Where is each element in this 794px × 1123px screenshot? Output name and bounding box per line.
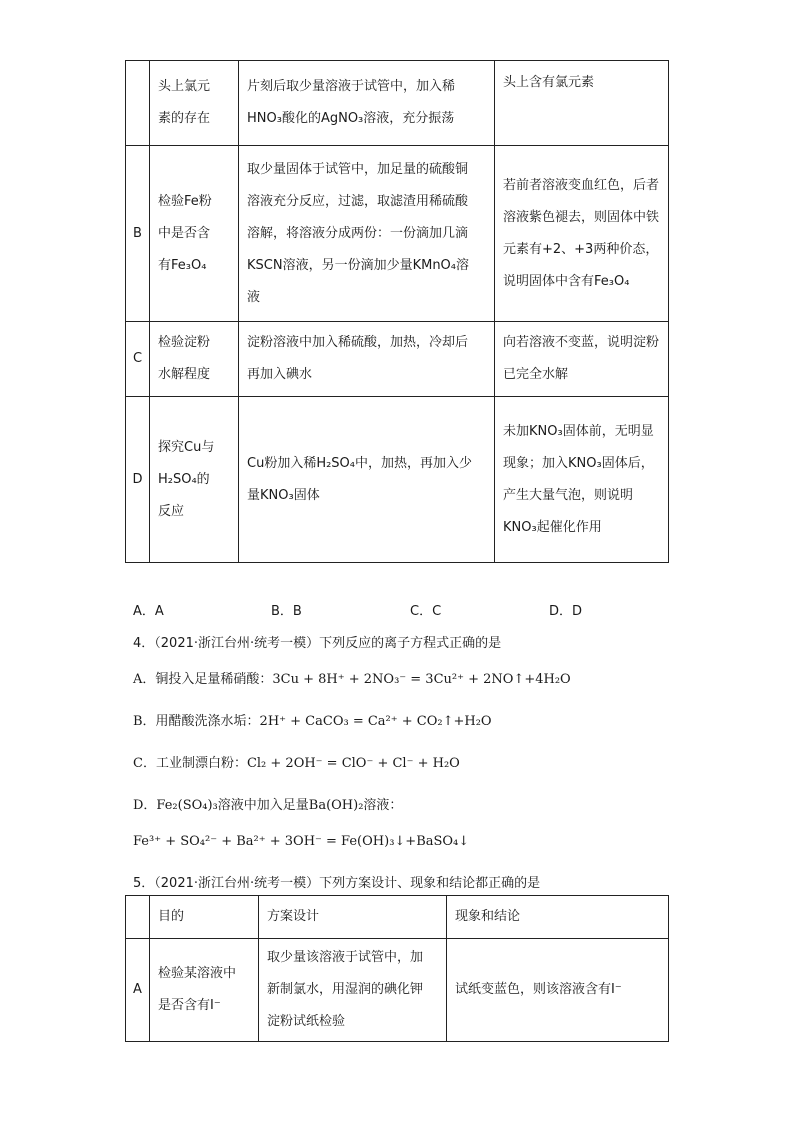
- q4-option-c: C．工业制漂白粉：Cl₂ + 2OH⁻ = ClO⁻ + Cl⁻ + H₂O: [133, 756, 460, 771]
- experiment-table-q5: [125, 895, 669, 1042]
- plan-cell: 淀粉溶液中加入稀硫酸，加热，冷却后 再加入碘水: [239, 322, 495, 397]
- q4-option-d: D．Fe₂(SO₄)₃溶液中加入足量Ba(OH)₂溶液：: [133, 798, 403, 813]
- q5-stem: 5．（2021·浙江台州·统考一模）下列方案设计、现象和结论都正确的是: [133, 876, 541, 891]
- table-row: [126, 397, 669, 563]
- table-row: [126, 322, 669, 397]
- table-row: [126, 146, 669, 322]
- row-label: C: [126, 322, 150, 397]
- result-cell: 头上含有氯元素: [495, 61, 669, 146]
- table-row: [126, 61, 669, 146]
- result-cell: 若前者溶液变血红色，后者 溶液紫色褪去，则固体中铁 元素有+2、+3两种价态， 说明固体中含有Fe₃O₄: [495, 146, 669, 322]
- table-row: [126, 939, 669, 1042]
- header-result: 现象和结论: [447, 896, 669, 939]
- goal-cell: 头上氯元 素的存在: [150, 61, 239, 146]
- goal-cell: 检验某溶液中 是否含有I⁻: [150, 939, 259, 1042]
- goal-cell: 检验淀粉 水解程度: [150, 322, 239, 397]
- table-header-row: [126, 896, 669, 939]
- experiment-table-q3: [125, 60, 669, 563]
- plan-cell: Cu粉加入稀H₂SO₄中，加热，再加入少 量KNO₃固体: [239, 397, 495, 563]
- option-d: D．D: [549, 604, 583, 619]
- header-goal: 目的: [150, 896, 259, 939]
- plan-cell: 取少量固体于试管中，加足量的硫酸铜 溶液充分反应，过滤，取滤渣用稀硫酸 溶解，将溶液分成两份：一份滴加几滴 KSCN溶液，另一份滴加少量KMnO₄溶 液: [239, 146, 495, 322]
- q4-stem: 4．（2021·浙江台州·统考一模）下列反应的离子方程式正确的是: [133, 636, 502, 651]
- plan-cell: 片刻后取少量溶液于试管中，加入稀 HNO₃酸化的AgNO₃溶液，充分振荡: [239, 61, 495, 146]
- goal-cell: 检验Fe粉 中是否含 有Fe₃O₄: [150, 146, 239, 322]
- q3-options: [133, 600, 693, 620]
- header-plan: 方案设计: [259, 896, 447, 939]
- result-cell: 试纸变蓝色，则该溶液含有I⁻: [447, 939, 669, 1042]
- row-label: A: [126, 939, 150, 1042]
- option-a: A．A: [133, 604, 164, 619]
- q4-option-d-equation: Fe³⁺ + SO₄²⁻ + Ba²⁺ + 3OH⁻ = Fe(OH)₃↓+BaSO₄↓: [133, 834, 470, 849]
- row-label: [126, 61, 150, 146]
- option-b: B．B: [271, 604, 302, 619]
- goal-cell: 探究Cu与 H₂SO₄的 反应: [150, 397, 239, 563]
- plan-cell: 取少量该溶液于试管中，加 新制氯水，用湿润的碘化钾 淀粉试纸检验: [259, 939, 447, 1042]
- result-cell: 向若溶液不变蓝，说明淀粉 已完全水解: [495, 322, 669, 397]
- result-cell: 未加KNO₃固体前，无明显 现象；加入KNO₃固体后， 产生大量气泡，则说明 KNO₃起催化作用: [495, 397, 669, 563]
- row-label: B: [126, 146, 150, 322]
- row-label: D: [126, 397, 150, 563]
- option-c: C．C: [410, 604, 442, 619]
- q4-option-a: A．铜投入足量稀硝酸：3Cu + 8H⁺ + 2NO₃⁻ = 3Cu²⁺ + 2NO↑+4H₂O: [133, 672, 571, 687]
- header-label: [126, 896, 150, 939]
- q4-option-b: B．用醋酸洗涤水垢：2H⁺ + CaCO₃ = Ca²⁺ + CO₂↑+H₂O: [133, 714, 492, 729]
